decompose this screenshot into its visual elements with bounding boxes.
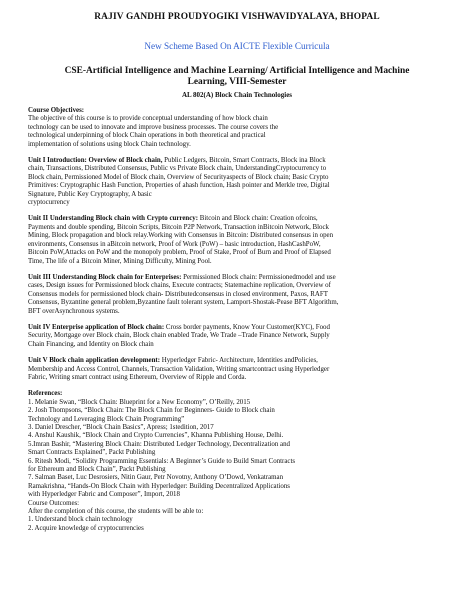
university-name: RAJIV GANDHI PROUDYOGIKI VISHWAVIDYALAYA, BHOPAL (94, 12, 380, 22)
reference-item: 4. Anshul Kaushik, “Block Chain and Crypto Currencies”, Khanna Publishing House, Delhi. (28, 432, 284, 440)
scheme-title: New Scheme Based On AICTE Flexible Curricula (144, 41, 330, 51)
unit-2-line: Bitcoin PoW,Attacks on PoW and the monopoly problem, Proof of Stake, Proof of Burn and Proof of Elapsed (28, 249, 331, 257)
reference-item: for Ethereum and Block Chain”, Packt Publishing (28, 466, 166, 474)
unit-3-line: Unit III Understanding Block chain for Enterprises: Permissioned Block chain: Permissionedmodel and use (28, 273, 336, 281)
outcome-item: 1. Understand block chain technology (28, 516, 133, 524)
unit-1-title: Unit I Introduction: Overview of Block chain, (28, 157, 163, 165)
unit-1-line: Unit I Introduction: Overview of Block chain, Public Ledgers, Bitcoin, Smart Contracts, Block ina Block (28, 157, 326, 165)
unit-3-line: Consensus models for permissioned block chain- Distributedconsensus in closed environment, Paxos, RAFT (28, 290, 328, 298)
unit-5-line: Unit V Block chain application development: Hyperledger Fabric- Architecture, Identities andPolicies, (28, 357, 318, 365)
objectives-line: technology can be used to innovate and improve business processes. The course covers the (28, 123, 279, 131)
unit-3-line: Consensus, Byzantine general problem,Byzantine fault tolerant system, Lamport-Shostak-Pease BFT Algorithm, (28, 299, 339, 307)
unit-2-line: Mining, Block propagation and block relay.Working with Consensus in Bitcoin: Distributed consensus in open (28, 232, 334, 240)
reference-item: with Hyperledger Fabric and Composer”, Import, 2018 (28, 491, 180, 499)
references-heading: References: (28, 390, 63, 398)
syllabus-body (28, 107, 454, 533)
unit-5-title: Unit V Block chain application development: (28, 357, 161, 365)
unit-1-line: Block chain, Permissioned Model of Block chain, Overview of Securityaspects of Block chain; Basic Crypto (28, 173, 329, 181)
reference-item: 2. Josh Thompsons, “Block Chain: The Block Chain for Beginners- Guide to Block chain (28, 407, 275, 415)
reference-item: 3. Daniel Drescher, “Block Chain Basics”, Apress; 1stedition, 2017 (28, 424, 214, 431)
unit-1-line: Signature, Public Key Cryptography, A basic (28, 190, 152, 198)
unit-5-line: Membership and Access Control, Channels, Transaction Validation, Writing smartcontract using Hyperledger (28, 365, 330, 373)
reference-item: 7. Salman Baset, Luc Desrosiers, Nitin Gaur, Petr Novotny, Anthony O’Dowd, Venkatraman (28, 474, 284, 482)
objectives-line: The objective of this course is to provide conceptual understanding of how block chain (28, 115, 268, 123)
unit-2-title: Unit II Understanding Block chain with Crypto currency: (28, 215, 199, 223)
unit-1-line: chain, Transactions, Distributed Consensus, Public vs Private Block chain, UnderstandingCryptocurrency to (28, 165, 327, 173)
course-title-line-1: CSE-Artificial Intelligence and Machine Learning/ Artificial Intelligence and Machine (64, 66, 410, 76)
unit-4-line: Chain Financing, and Identity on Block chain (28, 340, 154, 348)
unit-2-line: Unit II Understanding Block chain with Crypto currency: Bitcoin and Block chain: Creation ofcoins, (28, 215, 318, 223)
course-title (22, 66, 452, 88)
outcomes-intro: After the completion of this course, the students will be able to: (28, 508, 204, 516)
unit-4-line: Unit IV Enterprise application of Block chain: Cross border payments, Know Your Customer(KYC), Food (28, 323, 330, 331)
unit-3-line: BFT overAsynchronous systems. (28, 307, 120, 315)
reference-item: 6. Ritesh Modi, “Solidity Programming Essentials: A Beginner’s Guide to Build Smart Contracts (28, 457, 296, 465)
objectives-heading: Course Objectives: (28, 107, 85, 114)
reference-item: 1. Melanie Swan, “Block Chain: Blueprint for a New Economy”, O’Reilly, 2015 (28, 398, 251, 406)
reference-item: Ramakrishna, “Hands-On Block Chain with Hyperledger: Building Decentralized Applications (28, 482, 290, 490)
reference-item: Smart Contracts Explained”, Packt Publishing (28, 449, 156, 457)
unit-4-title: Unit IV Enterprise application of Block chain: (28, 323, 165, 331)
objectives-line: implementation of solutions using block Chain technology. (28, 140, 191, 148)
outcomes-heading: Course Outcomes: (28, 499, 80, 507)
unit-1-line: Primitives: Cryptographic Hash Function, Properties of ahash function, Hash pointer and Merkle tree, Digital (28, 182, 330, 190)
reference-item: 5.Imran Bashir, “Mastering Block Chain: Distributed Ledger Technology, Decentralization and (28, 440, 290, 448)
objectives-line: technological underpinning of block Chain operations in both theoretical and practical (28, 132, 266, 140)
unit-2-line: Time, The life of a Bitcoin Miner, Mining Difficulty, Mining Pool. (28, 257, 212, 265)
unit-3-line: cases, Design issues for Permissioned block chains, Execute contracts; Statemachine replication, Overview of (28, 282, 331, 290)
unit-2-line: environments, Consensus in aBitcoin network, Proof of Work (PoW) – basic introduction, HashCashPoW, (28, 240, 321, 248)
unit-2-line: Payments and double spending, Bitcoin Scripts, Bitcoin P2P Network, Transaction inBitcoin Network, Block (28, 223, 330, 231)
reference-item: Technology and Leveraging Block Chain Programming” (28, 415, 185, 423)
outcome-item: 2. Acquire knowledge of cryptocurrencies (28, 524, 144, 532)
unit-5-line: Fabric, Writing smart contract using Ethereum, Overview of Ripple and Corda. (28, 373, 247, 381)
unit-1-line: cryptocurrency (28, 199, 70, 207)
unit-4-line: Security, Mortgage over Block chain, Block chain enabled Trade, We Trade –Trade Finance Network, Supply (28, 332, 330, 340)
course-title-line-2: Learning, VIII-Semester (187, 77, 287, 88)
course-code: AL 802(A) Block Chain Technologies (181, 91, 293, 99)
unit-3-title: Unit III Understanding Block chain for Enterprises: (28, 273, 182, 281)
